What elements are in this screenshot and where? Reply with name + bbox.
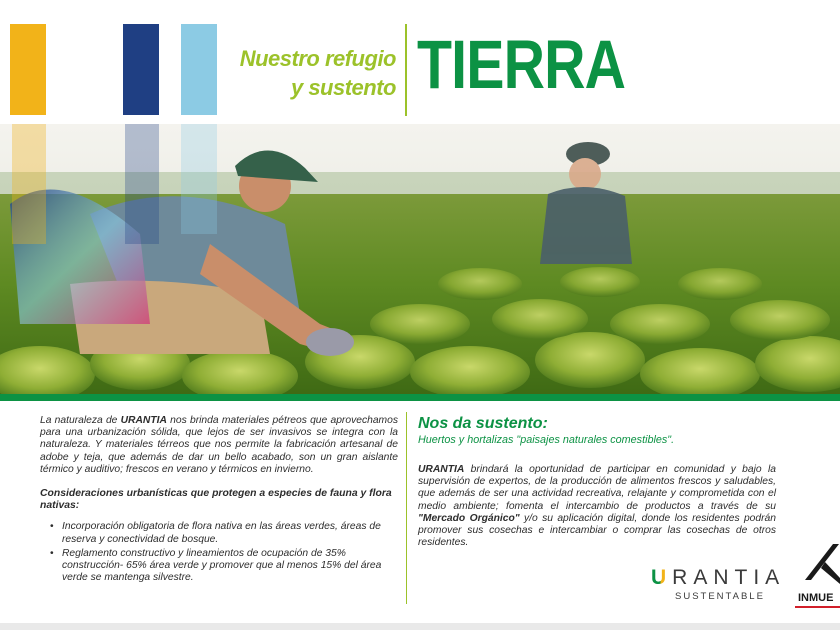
tagline (232, 44, 396, 102)
intro-start: La naturaleza de (40, 415, 121, 426)
page-title: TIERRA (417, 26, 626, 103)
green-divider-rule (0, 394, 840, 401)
intro-paragraph (40, 415, 398, 476)
partner-underline (795, 606, 840, 608)
logo-wordmark (651, 566, 785, 590)
sky-color-bar (181, 24, 217, 115)
considerations-list (40, 521, 398, 584)
left-column (40, 415, 398, 586)
logo-initial: U (651, 566, 673, 589)
logo-subtitle: SUSTENTABLE (675, 591, 765, 602)
tagline-line-1: Nuestro refugio (239, 46, 396, 71)
farm-field-photo (0, 124, 840, 394)
bottom-strip (0, 623, 840, 630)
logo-word: RANTIA (672, 566, 786, 589)
intro-rest: nos brinda materiales pétreos que aprovechamos para una urbanización sólida, que lejos de ser invasivos se integra con la naturaleza. Y materiales térreos que nos permite la fabricación artesanal de adobe y teja, que además de dar un bello acabado, son un gran aislante térmico y auditivo; frescos en verano y térmicos en invierno. (40, 415, 399, 475)
navy-color-bar (123, 24, 159, 115)
brand-name: URANTIA (120, 415, 167, 426)
right-column (418, 414, 776, 549)
partner-name: INMUE (798, 592, 834, 604)
yellow-color-bar (10, 24, 46, 115)
section-body (418, 464, 776, 549)
column-divider (406, 412, 407, 604)
section-subtitle: Huertos y hortalizas "paisajes naturales comestibles". (418, 434, 675, 446)
tagline-line-2: y sustento (290, 75, 396, 100)
section-title: Nos da sustento: (418, 415, 548, 432)
list-item: • Reglamento constructivo y lineamientos de ocupación de 35% construcción- 65% área verde y promover que al menos 15% del área verde se mantenga silvestre. (40, 548, 398, 585)
partner-logo (795, 540, 840, 608)
body-part-2: y/o su aplicación digital, donde los residentes podrán promover sus cosechas e intercambiar o comprar las cosechas de otros residentes. (418, 512, 777, 549)
urantia-logo (651, 566, 791, 606)
list-item: • Incorporación obligatoria de flora nativa en las áreas verdes, áreas de reserva y conectividad de bosque. (40, 521, 398, 545)
considerations-heading: Consideraciones urbanísticas que protegen a especies de fauna y flora nativas: (40, 488, 392, 512)
header-divider (405, 24, 407, 116)
mercado-organico: "Mercado Orgánico" (418, 512, 520, 524)
partner-mark-icon (795, 540, 840, 590)
brand-name: URANTIA (418, 464, 465, 475)
body-part-1: brindará la oportunidad de participar en comunidad y bajo la supervisión de expertos, de la producción de alimentos frescos y saludables, que además de ser una actividad recreativa, relajante y comprometida con el medio ambiente; fomenta el intercambio de productos a través de su (418, 464, 776, 512)
